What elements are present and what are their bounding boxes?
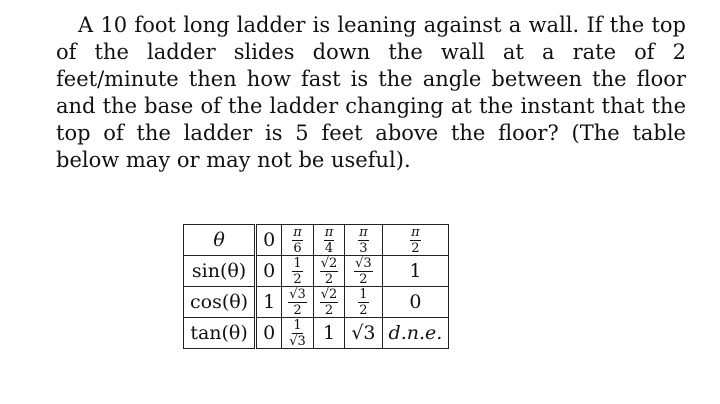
table-header-row (184, 225, 449, 256)
fraction: $\frac{\pi}{4}$ (324, 224, 334, 256)
fraction: $\frac{1}{√3}$ (289, 317, 306, 349)
table-cell (313, 256, 345, 287)
fraction: $\frac{√2}{2}$ (320, 286, 338, 318)
table-row-sin (184, 256, 449, 287)
header-cell (282, 225, 314, 256)
theta-header: θ (184, 225, 256, 256)
table-cell: 1 (382, 256, 449, 287)
fraction: $\frac{1}{2}$ (293, 255, 302, 287)
table-cell: 0 (256, 256, 282, 287)
fraction: $\frac{√2}{2}$ (320, 255, 338, 287)
table-cell (345, 256, 382, 287)
row-label: sin(θ) (184, 256, 256, 287)
problem-statement: A 10 foot long ladder is leaning against a wall. If the top of the ladder slides down the wall at a rate of 2 feet/minute then how fast is the angle between the floor and the base of the ladder changing at the instant that the top of the ladder is 5 feet above the floor? (The table below may or may not be useful). (56, 13, 686, 172)
trig-values-table (183, 224, 449, 349)
table-row-cos (184, 287, 449, 318)
table-row-tan (184, 318, 449, 349)
row-label: cos(θ) (184, 287, 256, 318)
header-cell (382, 225, 449, 256)
table-cell (282, 256, 314, 287)
table-cell: 1 (313, 318, 345, 349)
table-cell (282, 318, 314, 349)
table-cell: √3 (345, 318, 382, 349)
table-cell (313, 287, 345, 318)
fraction: $\frac{\pi}{6}$ (293, 224, 302, 256)
header-cell (345, 225, 382, 256)
fraction: $\frac{√3}{2}$ (289, 286, 306, 318)
table-cell: 0 (382, 287, 449, 318)
fraction: $\frac{\pi}{2}$ (411, 224, 420, 256)
header-cell: 0 (256, 225, 282, 256)
fraction: $\frac{1}{2}$ (359, 286, 368, 318)
row-label: tan(θ) (184, 318, 256, 349)
table-cell: 1 (256, 287, 282, 318)
table-cell (282, 287, 314, 318)
table-cell (345, 287, 382, 318)
table-cell: d.n.e. (382, 318, 449, 349)
fraction: $\frac{\pi}{3}$ (359, 224, 368, 256)
fraction: $\frac{√3}{2}$ (355, 255, 372, 287)
header-cell (313, 225, 345, 256)
table-cell: 0 (256, 318, 282, 349)
